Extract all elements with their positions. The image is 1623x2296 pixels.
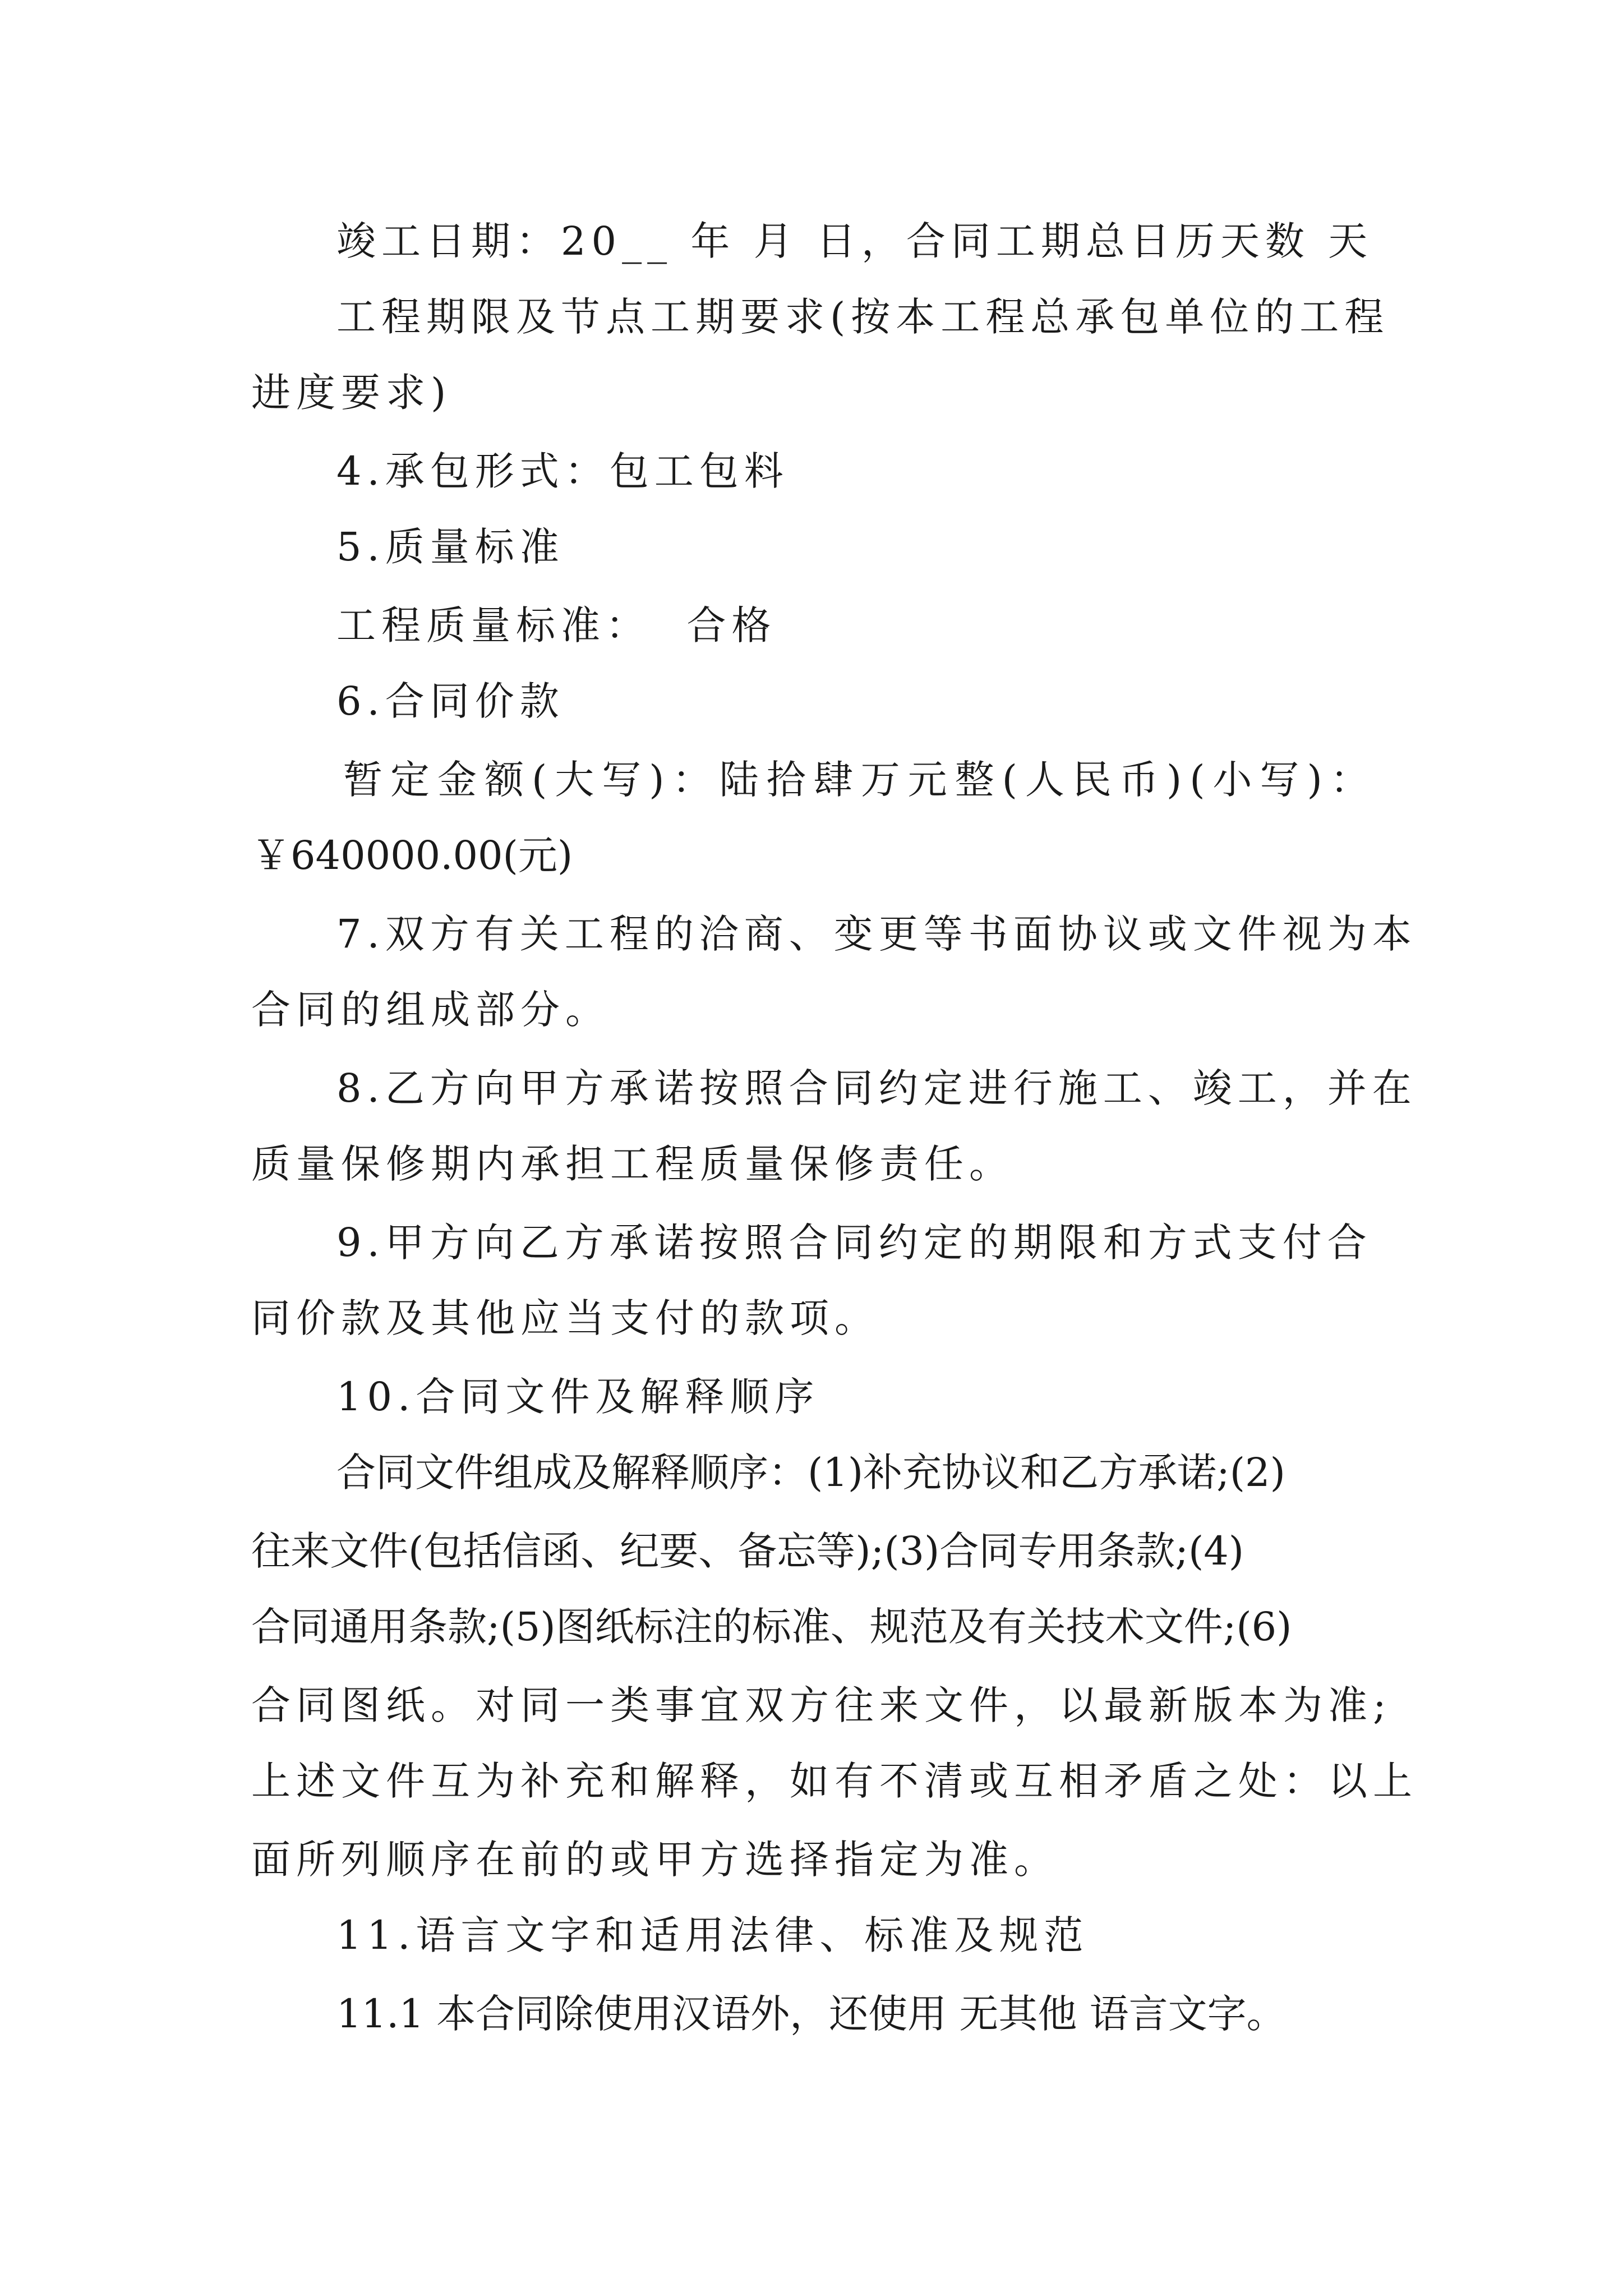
provisional-amount-figure: ￥640000.00(元) [251,832,573,878]
clause-9-line: 9.甲方向乙方承诺按照合同约定的期限和方式支付合 [336,1220,1372,1266]
quality-standard-line: 工程质量标准： 合格 [336,602,777,648]
clause-10-heading: 10.合同文件及解释顺序 [336,1374,820,1420]
clause-7-cont: 合同的组成部分。 [251,987,610,1033]
clause-10-line-2: 往来文件(包括信函、纪要、备忘等);(3)合同专用条款;(4) [251,1528,1244,1574]
clause-10-line-1: 合同文件组成及解释顺序：(1)补充协议和乙方承诺;(2) [336,1450,1285,1496]
completion-date-line: 竣工日期：20__ 年 月 日，合同工期总日历天数 天 [336,218,1373,264]
clause-10-line-5: 上述文件互为补充和解释，如有不清或互相矛盾之处：以上 [251,1758,1418,1804]
clause-8-cont: 质量保修期内承担工程质量保修责任。 [251,1141,1014,1187]
clause-10-line-6: 面所列顺序在前的或甲方选择指定为准。 [251,1837,1059,1883]
clause-7-line: 7.双方有关工程的洽商、变更等书面协议或文件视为本 [336,911,1417,957]
clause-10-line-3: 合同通用条款;(5)图纸标注的标准、规范及有关技术文件;(6) [251,1604,1292,1650]
contract-price-heading: 6.合同价款 [336,678,565,724]
schedule-requirement-cont: 进度要求) [251,370,452,416]
provisional-amount-line: 暂定金额(大写)：陆拾肆万元整(人民币)(小写)： [343,757,1377,803]
schedule-requirement-line: 工程期限及节点工期要求(按本工程总承包单位的工程 [336,294,1390,340]
clause-9-cont: 同价款及其他应当支付的款项。 [251,1295,879,1341]
contract-form-heading: 4.承包形式：包工包料 [336,448,789,494]
clause-11-heading: 11.语言文字和适用法律、标准及规范 [336,1912,1089,1958]
clause-10-line-4: 合同图纸。对同一类事宜双方往来文件，以最新版本为准; [251,1682,1392,1728]
quality-standard-heading: 5.质量标准 [336,524,565,570]
clause-8-line: 8.乙方向甲方承诺按照合同约定进行施工、竣工，并在 [336,1065,1417,1111]
clause-11-1-line: 11.1 本合同除使用汉语外，还使用 无其他 语言文字。 [336,1991,1286,2037]
